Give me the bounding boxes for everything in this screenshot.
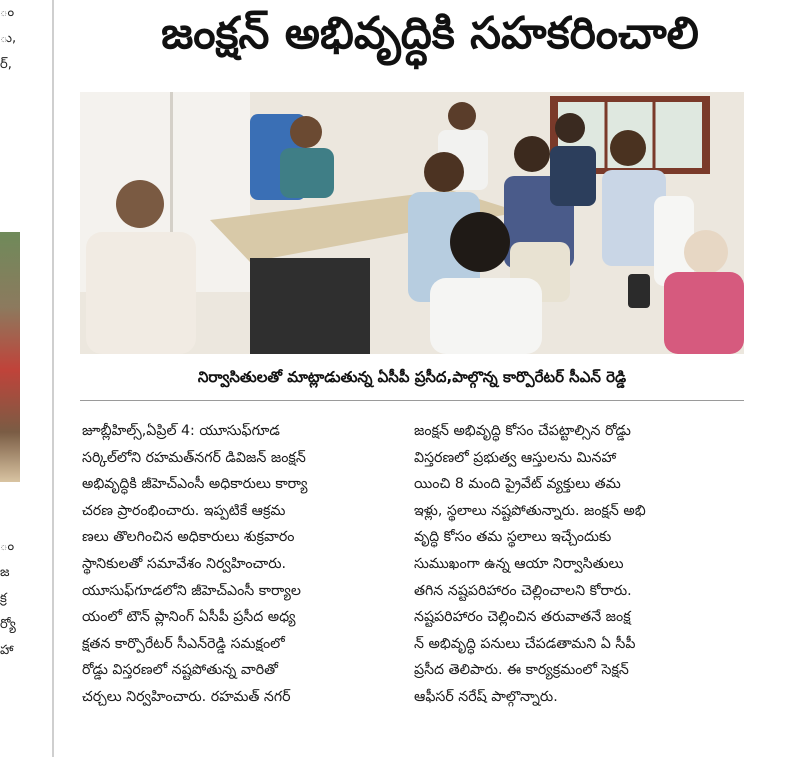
body-line: క్షతన కార్పొరేటర్ సీఎన్‌రెడ్డి సమక్షంలో xyxy=(82,635,285,652)
body-line: నష్టపరిహారం చెల్లించిన తరువాతనే జంక్ష xyxy=(414,609,631,626)
body-line: చర్చలు నిర్వహించారు. రహమత్ నగర్ xyxy=(82,688,291,705)
body-line: తగిన నష్టపరిహారం చెల్లించాలని కోరారు. xyxy=(414,582,632,599)
body-line: ప్రసీద తెలిపారు. ఈ కార్యక్రమంలో సెక్షన్ xyxy=(414,662,629,679)
body-line: న్ అభివృద్ధి పనులు చేపడతామని ఏ సీపీ xyxy=(414,635,636,652)
body-line: సర్కిల్‌లోని రహమత్‌నగర్ డివిజన్ జంక్షన్ xyxy=(82,449,306,466)
meeting-photo-illustration xyxy=(80,92,744,354)
previous-column-fragment: హా xyxy=(0,643,14,658)
previous-column-fragment: ం xyxy=(0,5,15,20)
article-body-right-column xyxy=(414,418,740,711)
body-line: స్థానికులతో సమావేశం నిర్వహించారు. xyxy=(82,555,287,572)
article-headline: జంక్షన్ అభివృద్ధికి సహకరించాలి xyxy=(161,8,699,59)
previous-column-fragment: జ xyxy=(0,565,10,580)
body-line: యించి 8 మంది ప్రైవేట్ వ్యక్తులు తమ xyxy=(414,476,621,493)
previous-article-column xyxy=(0,0,50,757)
previous-column-fragment: ర్, xyxy=(0,57,12,72)
previous-column-fragment: ు, xyxy=(0,31,17,46)
body-line: యంలో టౌన్ ప్లానింగ్ ఏసీపీ ప్రసీద అధ్య xyxy=(82,609,296,626)
photo-caption: నిర్వాసితులతో మాట్లాడుతున్న ఏసీపీ ప్రసీద,పాల్గొన్న కార్పొరేటర్ సీఎన్ రెడ్డి xyxy=(197,368,627,386)
article-body-left-column xyxy=(82,418,408,711)
body-line: ణలు తొలగించిన అధికారులు శుక్రవారం xyxy=(82,529,295,546)
body-line: యూసుఫ్‌గూడలోని జీహెచ్‌ఎంసీ కార్యాల xyxy=(82,582,301,599)
body-line: ఆఫీసర్ నరేష్ పాల్గొన్నారు. xyxy=(414,688,558,705)
body-line: జంక్షన్ అభివృద్ధి కోసం చేపట్టాల్సిన రోడ్డు xyxy=(414,423,631,439)
previous-column-fragment: క్ర xyxy=(0,591,7,606)
body-line: జూబ్లీహిల్స్,ఏప్రిల్ 4: యూసుఫ్‌గూడ xyxy=(82,423,280,439)
body-line: రోడ్డు విస్తరణలో నష్టపోతున్న వారితో xyxy=(82,662,278,679)
body-line: విస్తరణలో ప్రభుత్వ ఆస్తులను మినహా xyxy=(414,449,617,466)
column-divider xyxy=(52,0,54,757)
body-line: ఇళ్లు, స్థలాలు నష్టపోతున్నారు. జంక్షన్ అభి xyxy=(414,502,646,519)
caption-rule xyxy=(80,400,744,401)
body-line: చరణ ప్రారంభించారు. ఇప్పటికే ఆక్రమ xyxy=(82,502,286,519)
body-line: అభివృద్ధికి జీహెచ్‌ఎంసీ అధికారులు కార్యా xyxy=(82,476,308,493)
previous-column-fragment: ర్యో xyxy=(0,617,16,632)
body-line: సుముఖంగా ఉన్న ఆయా నిర్వాసితులు xyxy=(414,555,624,572)
previous-column-fragment: ం xyxy=(0,539,15,554)
body-line: వృద్ధి కోసం తమ స్థలాలు ఇచ్చేందుకు xyxy=(414,529,612,546)
news-photo xyxy=(80,92,744,354)
previous-article-photo-edge xyxy=(0,232,20,482)
